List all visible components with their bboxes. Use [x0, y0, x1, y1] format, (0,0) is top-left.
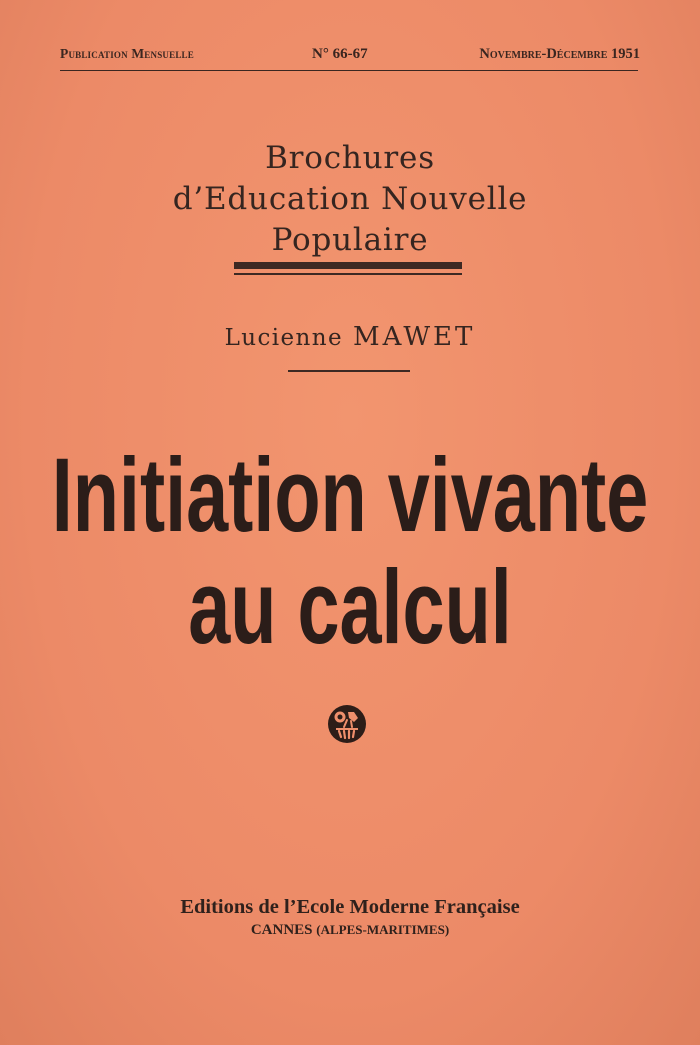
author-last-name: MAWET [352, 322, 476, 352]
cover-header [60, 46, 640, 68]
series-underline-thick [234, 262, 462, 269]
publisher-name: Editions de l’Ecole Moderne Française [180, 896, 520, 918]
book-title-line-1: Initiation vivante [51, 437, 649, 554]
publisher-region: (ALPES-MARITIMES) [316, 922, 450, 937]
book-title [51, 437, 649, 666]
issue-number: N° 66-67 [312, 46, 368, 62]
publisher-city: CANNES [250, 922, 313, 938]
series-underline-thin [234, 273, 462, 275]
author-first-name: Lucienne [224, 325, 343, 351]
book-title-line-2: au calcul [188, 549, 512, 666]
series-title [60, 138, 640, 261]
header-divider [60, 70, 638, 71]
author-divider [288, 370, 410, 372]
publisher-location [0, 922, 700, 939]
series-title-line-1: Brochures [265, 140, 435, 176]
series-title-line-2: d’Education Nouvelle [172, 181, 528, 217]
issue-date: Novembre-Décembre 1951 [479, 46, 640, 62]
series-title-line-3: Populaire [271, 222, 429, 258]
author-name [0, 322, 700, 352]
publisher-emblem-icon [327, 704, 367, 744]
publication-frequency: Publication Mensuelle [60, 46, 194, 61]
